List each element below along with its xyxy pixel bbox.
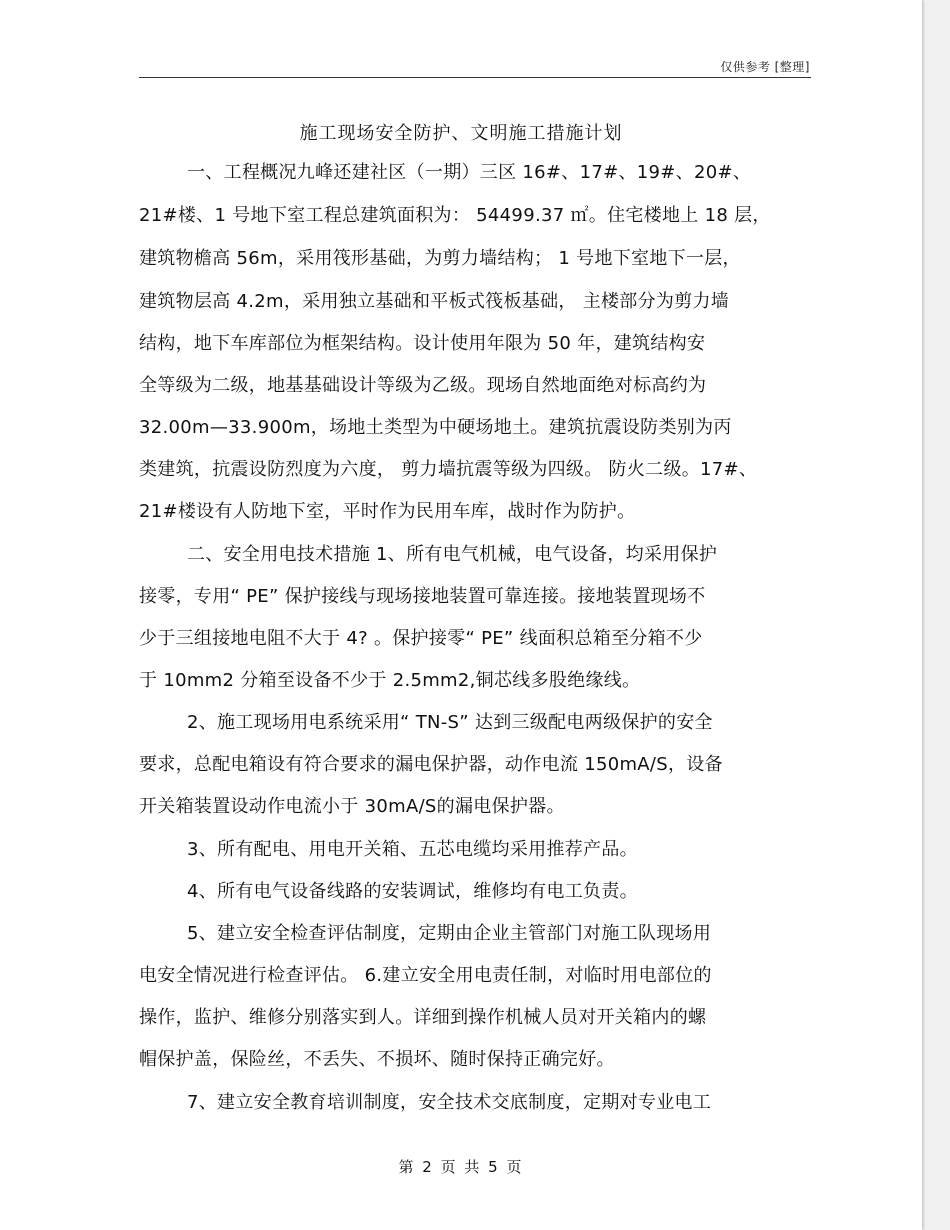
body-line: 21#楼设有人防地下室，平时作为民用车库，战时作为防护。: [139, 501, 636, 522]
body-line: 2、施工现场用电系统采用“ TN-S” 达到三级配电两级保护的安全: [187, 712, 713, 733]
body-line: 少于三组接地电阻不大于 4? 。保护接零“ PE” 线面积总箱至分箱不少: [139, 628, 703, 649]
body-line: 结构，地下车库部位为框架结构。设计使用年限为 50 年，建筑结构安: [139, 333, 706, 354]
body-line: 于 10mm2 分箱至设备不少于 2.5mm2,铜芯线多股绝缘线。: [139, 670, 641, 691]
body-line: 4、所有电气设备线路的安装调试，维修均有电工负责。: [187, 881, 638, 902]
body-line: 建筑物檐高 56m，采用筏形基础，为剪力墙结构； 1 号地下室地下一层，: [139, 248, 741, 269]
body-line: 3、所有配电、用电开关箱、五芯电缆均采用推荐产品。: [187, 839, 638, 860]
body-line: 操作，监护、维修分别落实到人。详细到操作机械人员对开关箱内的螺: [139, 1007, 707, 1028]
body-line: 21#楼、1 号地下室工程总建筑面积为： 54499.37 ㎡。住宅楼地上 18 层，: [139, 205, 771, 226]
document-title: 施工现场安全防护、文明施工措施计划: [299, 123, 623, 144]
body-line: 32.00m—33.900m，场地土类型为中硬场地土。建筑抗震设防类别为丙: [139, 417, 732, 438]
body-line: 一、工程概况九峰还建社区（一期）三区 16#、17#、19#、20#、: [187, 162, 752, 183]
body-line: 要求，总配电箱设有符合要求的漏电保护器，动作电流 150mA/S，设备: [139, 754, 723, 775]
body-line: 5、建立安全检查评估制度，定期由企业主管部门对施工队现场用: [187, 923, 712, 944]
body-line: 全等级为二级，地基基础设计等级为乙级。现场自然地面绝对标高约为: [139, 375, 707, 396]
body-line: 电安全情况进行检查评估。 6.建立安全用电责任制，对临时用电部位的: [139, 965, 712, 986]
body-line: 开关箱装置设动作电流小于 30mA/S的漏电保护器。: [139, 796, 565, 817]
body-line: 建筑物层高 4.2m，采用独立基础和平板式筏板基础， 主楼部分为剪力墙: [139, 291, 730, 312]
page-number: 第 2 页 共 5 页: [398, 1158, 524, 1176]
header-note: 仅供参考 [整理]: [720, 60, 810, 74]
body-line: 二、安全用电技术措施 1、所有电气机械，电气设备，均采用保护: [187, 544, 718, 565]
body-line: 类建筑，抗震设防烈度为六度， 剪力墙抗震等级为四级。 防火二级。17#、: [139, 459, 758, 480]
header-divider: [139, 77, 811, 78]
body-line: 帽保护盖，保险丝，不丢失、不损坏、随时保持正确完好。: [139, 1049, 615, 1070]
body-line: 接零，专用“ PE” 保护接线与现场接地装置可靠连接。接地装置现场不: [139, 586, 706, 607]
body-line: 7、建立安全教育培训制度，安全技术交底制度，定期对专业电工: [187, 1092, 712, 1113]
